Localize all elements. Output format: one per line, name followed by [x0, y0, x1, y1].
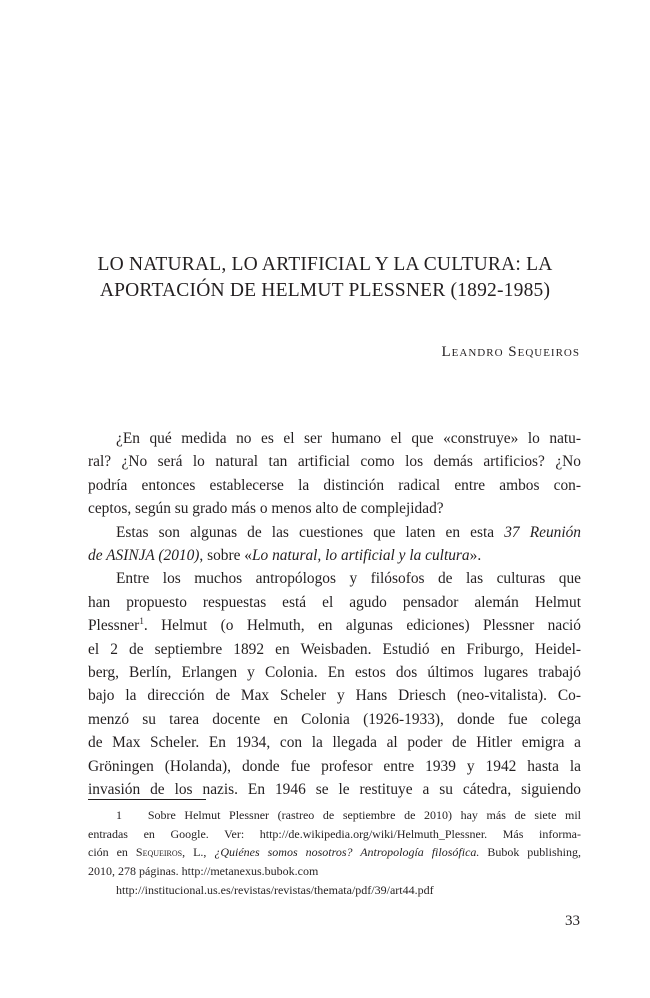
title-line-2: APORTACIÓN DE HELMUT PLESSNER (1892-1985) [99, 280, 551, 301]
footnote-url[interactable]: http://institucional.us.es/revistas/revistas/themata/pdf/39/art44.pdf [116, 882, 434, 897]
footnote-author-smallcaps: Sequeiros [135, 845, 183, 860]
footnote-line-1 [88, 806, 581, 825]
p3-line-8: de Max Scheler. En 1934, con la llegada al poder de Hitler emigra a [88, 734, 581, 752]
footnote [88, 806, 581, 900]
p3-line-2: han propuesto respuestas está el agudo pensador alemán Helmut [88, 593, 581, 611]
title-line-1: LO NATURAL, LO ARTIFICIAL Y LA CULTURA: LA [97, 254, 553, 275]
footnote-line-1-text: Sobre Helmut Plessner (rastreo de septiembre de 2010) hay más de siete mil [147, 808, 582, 822]
p2-line-2 [88, 544, 581, 567]
author-name: Leandro Sequeiros [441, 344, 580, 360]
p3-line-3-end: . Helmut (o Helmuth, en algunas ediciones) Plessner nació [143, 617, 581, 635]
p3-line-9: Gröningen (Holanda), donde fue profesor entre 1939 y 1942 hasta la [88, 757, 581, 775]
p1-line-2: ral? ¿No será lo natural tan artificial como los demás artificios? ¿No [88, 453, 581, 471]
footnote-line-4: 2010, 278 páginas. http://metanexus.bubok.com [88, 864, 319, 879]
p2-line-1 [88, 521, 581, 544]
p3-line-3-start: Plessner [88, 617, 140, 635]
footnote-book-title: ¿Quiénes somos nosotros? Antropología filosófica. [214, 845, 480, 860]
p2-line-1-text: Estas son algunas de las cuestiones que laten en esta [116, 523, 505, 541]
p3-line-6: bajo la dirección de Max Scheler y Hans Driesch (neo-vitalista). Co- [88, 687, 581, 705]
p2-asinja-italic: de ASINJA (2010) [88, 547, 200, 565]
footnote-line-2: entradas en Google. Ver: http://de.wikipedia.org/wiki/Helmuth_Plessner. Más informa- [88, 826, 581, 841]
p2-line-2-end: ». [469, 547, 482, 565]
body-text [88, 427, 581, 802]
footnote-line-3-start: ción en [88, 845, 136, 860]
p3-line-1: Entre los muchos antropólogos y filósofos de las culturas que [116, 570, 581, 588]
p3-line-3 [88, 614, 581, 637]
p3-line-10: invasión de los nazis. En 1946 se le restituye a su cátedra, siguiendo [88, 781, 581, 799]
footnote-number: 1 [116, 808, 122, 822]
p3-line-4: el 2 de septiembre 1892 en Weisbaden. Estudió en Friburgo, Heidel- [88, 640, 581, 658]
p2-theme-italic: Lo natural, lo artificial y la cultura [252, 547, 470, 565]
p2-reunion-italic: 37 Reunión [504, 523, 581, 541]
p1-line-4: ceptos, según su grado más o menos alto de complejidad? [88, 500, 444, 518]
p2-line-2-text: , sobre « [199, 547, 252, 565]
page-number: 33 [565, 913, 580, 929]
p1-line-3: podría entonces establecerse la distinción radical entre ambos con- [88, 476, 581, 494]
p1-line-1: ¿En qué medida no es el ser humano el que «construye» lo natu- [116, 430, 581, 447]
footnote-divider [88, 799, 206, 800]
p3-line-5: berg, Berlín, Erlangen y Colonia. En estos dos últimos lugares trabajó [88, 664, 581, 682]
footnote-line-3-mid: , L., [182, 845, 215, 860]
article-title [60, 252, 590, 304]
p3-line-7: menzó su tarea docente en Colonia (1926-1933), donde fue colega [88, 710, 581, 728]
footnote-line-3 [88, 843, 581, 862]
footnote-reference[interactable]: 1 [139, 616, 144, 627]
footnote-line-3-end: Bubok publishing, [479, 845, 581, 860]
